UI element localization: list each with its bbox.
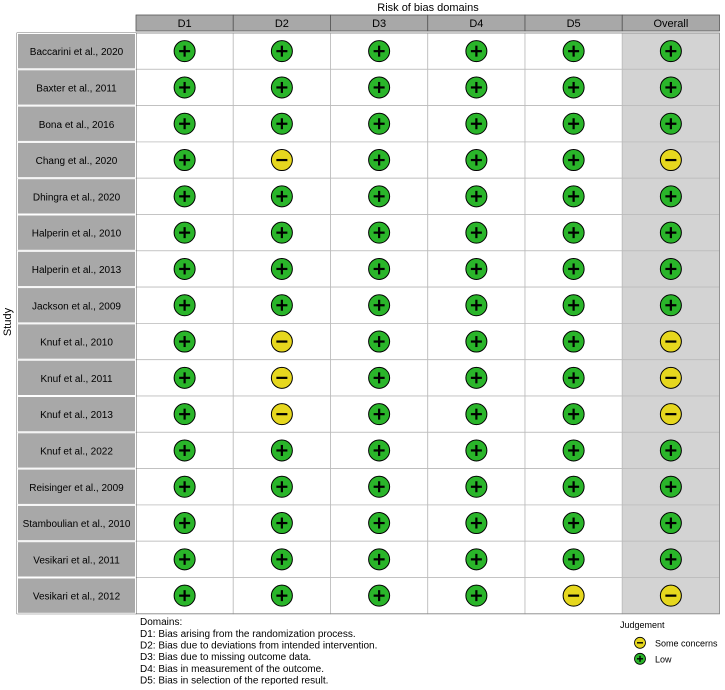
- judgement-mark: [563, 585, 584, 606]
- domain-header-label: D5: [566, 18, 581, 30]
- judgement-mark: [369, 258, 390, 279]
- judgement-mark: [369, 150, 390, 171]
- judgement-mark: [660, 476, 681, 497]
- judgement-mark: [660, 549, 681, 570]
- study-label: Halperin et al., 2013: [31, 264, 122, 276]
- domain-header-label: D3: [372, 18, 387, 30]
- judgement-mark: [369, 440, 390, 461]
- domain-header-label: Overall: [653, 18, 689, 30]
- legend-label: Low: [655, 654, 672, 665]
- judgement-mark: [271, 440, 292, 461]
- judgement-mark: [563, 113, 584, 134]
- judgement-mark: [466, 186, 487, 207]
- study-label: Knuf et al., 2011: [40, 373, 113, 385]
- study-label: Knuf et al., 2013: [40, 410, 113, 422]
- judgement-mark: [660, 367, 681, 388]
- judgement-mark: [563, 77, 584, 98]
- judgement-mark: [369, 513, 390, 534]
- study-label: Reisinger et al., 2009: [29, 482, 124, 494]
- study-label-column: [17, 33, 136, 614]
- judgement-mark: [174, 549, 195, 570]
- judgement-mark: [369, 41, 390, 62]
- judgement-mark: [563, 41, 584, 62]
- judgement-mark: [466, 476, 487, 497]
- judgement-mark: [466, 113, 487, 134]
- judgement-mark: [174, 440, 195, 461]
- judgement-mark: [660, 585, 681, 606]
- domain-header-label: D4: [469, 18, 484, 30]
- judgement-mark: [369, 222, 390, 243]
- judgement-mark: [271, 404, 292, 425]
- judgement-mark: [271, 222, 292, 243]
- domain-notes-title: Domains:: [140, 616, 183, 628]
- judgement-mark: [174, 258, 195, 279]
- domain-header-label: D1: [177, 18, 192, 30]
- judgement-mark: [369, 476, 390, 497]
- judgement-mark: [174, 367, 195, 388]
- study-label: Baxter et al., 2011: [36, 83, 117, 95]
- domain-note: D5: Bias in selection of the reported result.: [140, 675, 329, 685]
- judgement-mark: [271, 476, 292, 497]
- judgement-mark: [466, 367, 487, 388]
- judgement-mark: [174, 41, 195, 62]
- judgement-mark: [466, 513, 487, 534]
- judgement-mark: [563, 404, 584, 425]
- judgement-mark: [369, 404, 390, 425]
- study-label: Vesikari et al., 2012: [32, 591, 121, 603]
- domain-header-label: D2: [274, 18, 289, 30]
- judgement-mark: [466, 258, 487, 279]
- judgement-mark: [466, 41, 487, 62]
- judgement-mark: [174, 331, 195, 352]
- judgement-mark: [466, 295, 487, 316]
- judgement-mark: [563, 549, 584, 570]
- judgement-mark: [660, 258, 681, 279]
- judgement-mark: [369, 585, 390, 606]
- study-label: Vesikari et al., 2011: [33, 555, 120, 567]
- judgement-mark: [660, 222, 681, 243]
- judgement-mark: [660, 186, 681, 207]
- chart-title: Risk of bias domains: [377, 2, 479, 14]
- judgement-mark: [563, 476, 584, 497]
- judgement-mark: [271, 77, 292, 98]
- judgement-mark: [369, 331, 390, 352]
- judgement-mark: [271, 41, 292, 62]
- judgement-mark: [660, 440, 681, 461]
- judgement-mark: [271, 150, 292, 171]
- study-label: Knuf et al., 2022: [40, 446, 113, 458]
- judgement-mark: [174, 186, 195, 207]
- judgement-mark: [369, 77, 390, 98]
- study-label: Chang et al., 2020: [35, 156, 118, 168]
- judgement-mark: [174, 513, 195, 534]
- judgement-mark: [174, 77, 195, 98]
- judgement-mark: [369, 549, 390, 570]
- judgement-mark: [563, 367, 584, 388]
- domain-note: D1: Bias arising from the randomization process.: [140, 628, 356, 640]
- judgement-mark: [174, 222, 195, 243]
- judgement-mark: [466, 549, 487, 570]
- study-label: Jackson et al., 2009: [32, 301, 121, 313]
- judgement-mark: [369, 113, 390, 134]
- judgement-mark: [660, 404, 681, 425]
- legend-label: Some concerns: [655, 638, 718, 649]
- domain-note: D2: Bias due to deviations from intended intervention.: [140, 640, 378, 652]
- judgement-mark: [466, 440, 487, 461]
- judgement-mark: [271, 367, 292, 388]
- judgement-mark: [563, 331, 584, 352]
- study-label: Knuf et al., 2010: [40, 337, 113, 349]
- judgement-mark: [563, 222, 584, 243]
- judgement-mark: [466, 222, 487, 243]
- judgement-mark: [466, 150, 487, 171]
- study-label: Halperin et al., 2010: [31, 228, 122, 240]
- judgement-mark: [466, 404, 487, 425]
- judgement-mark: [271, 295, 292, 316]
- judgement-mark: [660, 77, 681, 98]
- study-label: Bona et al., 2016: [38, 119, 115, 131]
- legend-title: Judgement: [620, 619, 665, 630]
- judgement-mark: [271, 549, 292, 570]
- judgement-mark: [369, 295, 390, 316]
- judgement-mark: [174, 113, 195, 134]
- judgement-mark: [369, 367, 390, 388]
- judgement-mark: [466, 77, 487, 98]
- judgement-mark: [660, 113, 681, 134]
- judgement-mark: [563, 440, 584, 461]
- judgement-mark: [466, 331, 487, 352]
- judgement-mark: [174, 295, 195, 316]
- judgement-mark: [271, 186, 292, 207]
- judgement-mark: [660, 41, 681, 62]
- y-axis-label: Study: [2, 307, 14, 337]
- judgement-mark: [563, 186, 584, 207]
- judgement-mark: [563, 513, 584, 534]
- judgement-mark: [660, 295, 681, 316]
- judgement-mark: [369, 186, 390, 207]
- judgement-mark: [660, 150, 681, 171]
- study-label: Baccarini et al., 2020: [29, 47, 124, 59]
- study-label: Dhingra et al., 2020: [32, 192, 121, 204]
- judgement-mark: [466, 585, 487, 606]
- judgement-mark: [174, 404, 195, 425]
- study-label: Stamboulian et al., 2010: [22, 519, 131, 531]
- judgement-mark: [271, 585, 292, 606]
- judgement-mark: [174, 150, 195, 171]
- judgement-mark: [271, 331, 292, 352]
- judgement-mark: [271, 258, 292, 279]
- judgement-mark: [271, 113, 292, 134]
- judgement-mark: [174, 476, 195, 497]
- domain-header-row: [136, 15, 720, 31]
- judgement-mark: [660, 513, 681, 534]
- judgement-grid: [136, 33, 720, 614]
- judgement-mark: [563, 258, 584, 279]
- judgement-mark: [660, 331, 681, 352]
- domain-note: D4: Bias in measurement of the outcome.: [140, 663, 324, 675]
- judgement-mark: [563, 150, 584, 171]
- judgement-mark: [271, 513, 292, 534]
- domain-note: D3: Bias due to missing outcome data.: [140, 652, 312, 664]
- judgement-mark: [563, 295, 584, 316]
- judgement-mark: [174, 585, 195, 606]
